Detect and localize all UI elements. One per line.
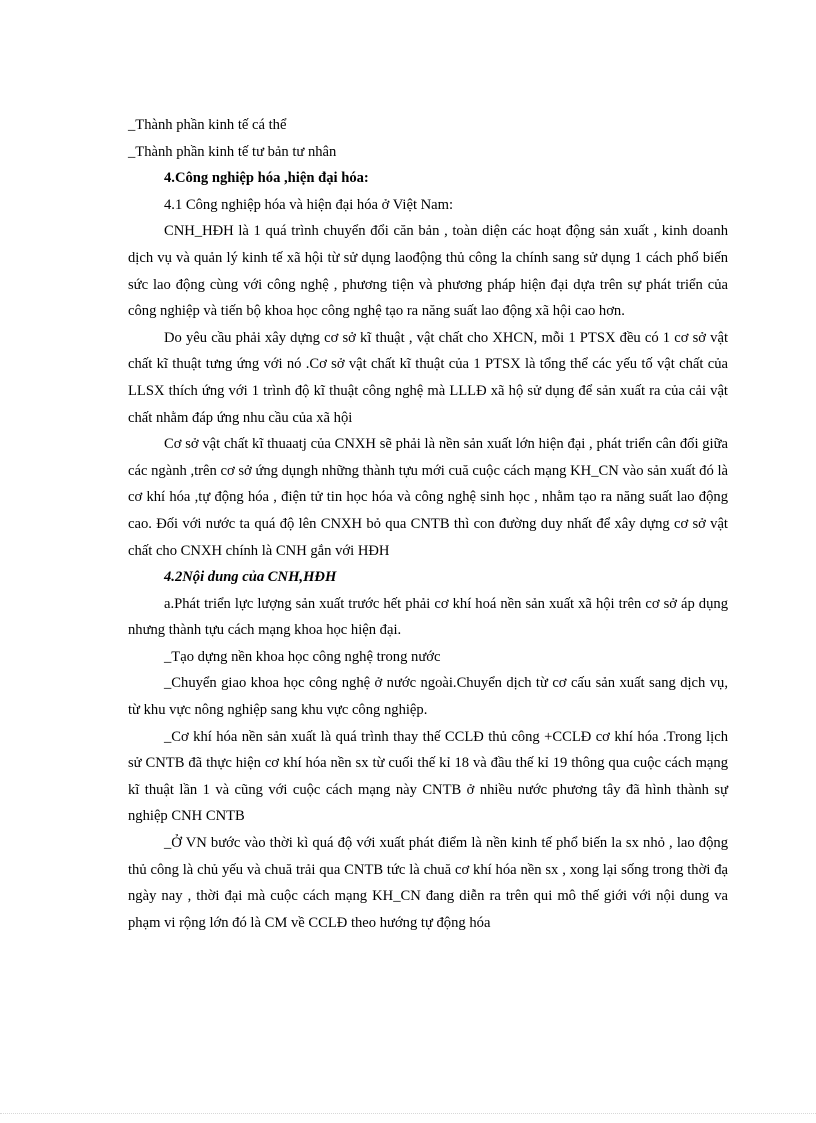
subsection-heading: 4.1 Công nghiệp hóa và hiện đại hóa ở Việt Nam: — [164, 196, 454, 213]
paragraph: _Cơ khí hóa nền sản xuất là quá trình thay thế CCLĐ thủ công +CCLĐ cơ khí hóa .Trong lịch sử CNTB đã thực hiện cơ khí hóa nền sx từ cuối thế kỉ 18 và đầu thế kỉ 19 thông qua cuộc cách mạng kĩ thuật lần 1 và cũng với cuộc cách mạng này CNTB ở nhiều nước phương tây đã hình thành sự nghiệp CNH CNTB — [128, 728, 728, 825]
text-line: _Thành phần kinh tế tư bản tư nhân — [128, 143, 337, 160]
text-line: _Thành phần kinh tế cá thể — [128, 117, 287, 133]
paragraph: a.Phát triển lực lượng sản xuất trước hết phải cơ khí hoá nền sản xuất xã hội trên cơ sở áp dụng nhưng thành tựu cách mạng khoa học hiện đại. — [128, 595, 728, 639]
document-body — [128, 112, 728, 936]
paragraph: _Ở VN bước vào thời kì quá độ với xuất phát điểm là nền kinh tế phổ biến la sx nhỏ , lao động thủ công là chủ yếu và chuă trải qua CNTB tức là chuă cơ khí hóa nền sx , xong lại sống trong thời đạ ngày nay , thời đại mà cuộc cách mạng KH_CN đang diễn ra trên qui mô thế giới với nội dung va phạm vi rộng lớn đó là CM về CCLĐ theo hướng tự động hóa — [128, 835, 728, 931]
page-bottom-border — [0, 1113, 816, 1114]
paragraph: _Chuyển giao khoa học công nghệ ở nước ngoài.Chuyển dịch từ cơ cấu sản xuất sang dịch vụ, từ khu vực nông nghiệp sang khu vực công nghiệp. — [128, 675, 728, 719]
paragraph: Cơ sở vật chất kĩ thuaatj của CNXH sẽ phải là nền sản xuất lớn hiện đại , phát triển cân đối giữa các ngành ,trên cơ sở ứng dụngh những thành tựu mới cuă cuộc cách mạng KH_CN vào sản xuất đó là cơ khí hóa ,tự động hóa , điện tử tin học hóa và công nghệ sinh học , nhằm tạo ra năng suất lao động cao. Đối với nước ta quá độ lên CNXH bỏ qua CNTB thì con đường duy nhất để xây dựng cơ sở vật chất cho CNXH chính là CNH gắn với HĐH — [128, 436, 728, 559]
subsection-heading: 4.2Nội dung của CNH,HĐH — [164, 569, 337, 586]
paragraph: CNH_HĐH là 1 quá trình chuyển đổi căn bản , toàn diện các hoạt động sản xuất , kinh doanh dịch vụ và quản lý kinh tế xã hội từ sử dụng laođộng thủ công la chính sang sử dụng 1 cách phổ biến sức lao động cùng với công nghệ , phương tiện và phương pháp hiện đại dựa trên sự phát triển của công nghiệp và tiến bộ khoa học công nghệ tạo ra năng suất lao động xã hội cao hơn. — [128, 223, 728, 320]
section-heading: 4.Công nghiệp hóa ,hiện đại hóa: — [164, 170, 369, 187]
paragraph: Do yêu cầu phải xây dựng cơ sở kĩ thuật , vật chất cho XHCN, mỗi 1 PTSX đều có 1 cơ sở vật chất kĩ thuật tưng ứng với nó .Cơ sở vật chất kĩ thuật của 1 PTSX là tổng thể các yếu tố vật chất của LLSX thích ứng với 1 trình độ kĩ thuật công nghệ mà LLLĐ xã hộ sử dụng để sản xuất ra của cải vật chất nhằm đáp ứng nhu cầu của xã hội — [128, 329, 728, 426]
paragraph: _Tạo dựng nền khoa học công nghệ trong nước — [164, 648, 441, 665]
